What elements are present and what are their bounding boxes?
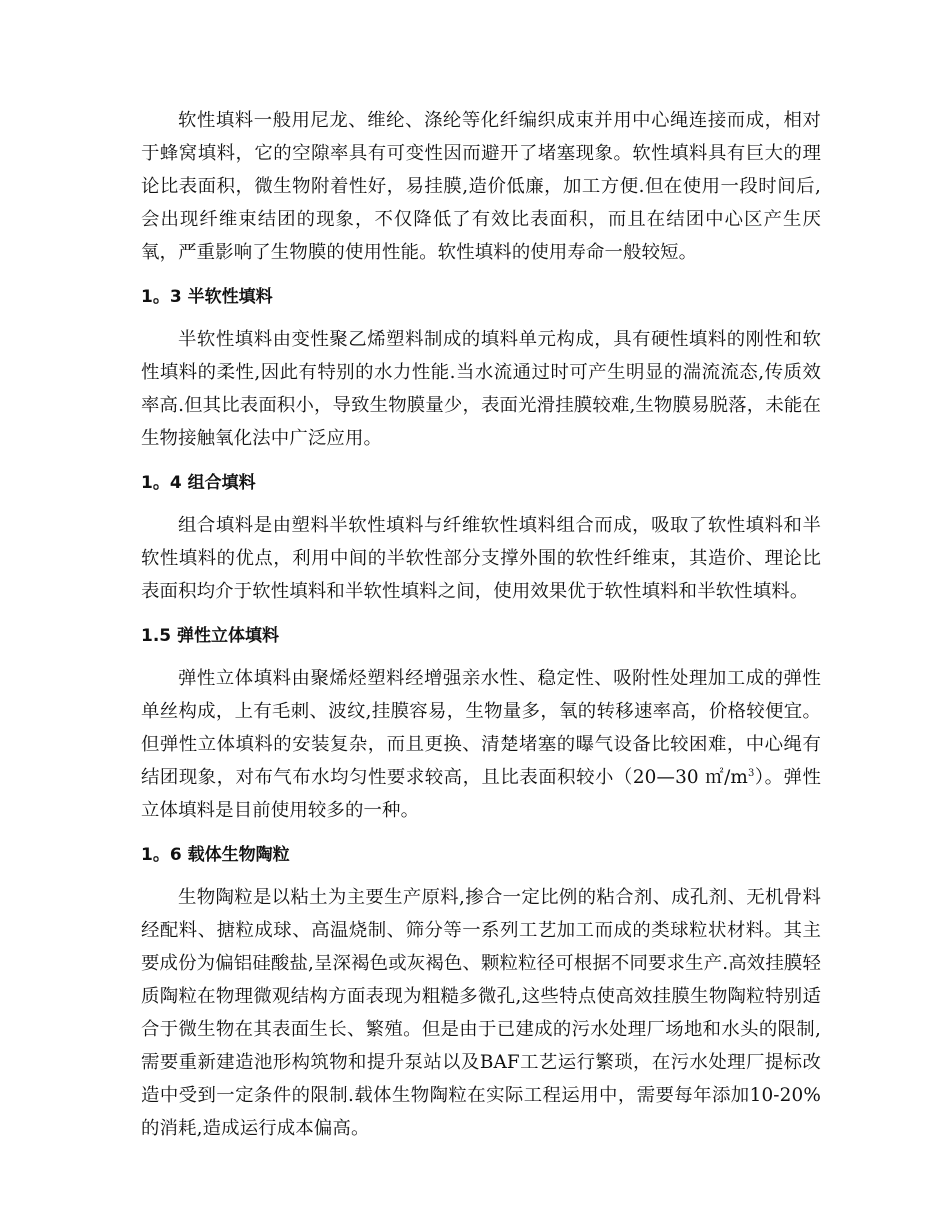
paragraph-ceramsite-carrier: 生物陶粒是以粘土为主要生产原料,掺合一定比例的粘合剂、成孔剂、无机骨料经配料、搪粒成球、高温烧制、筛分等一系列工艺加工而成的类球粒状材料。其主要成份为偏铝硅酸盐,呈深褐色或灰褐色、颗粒粒径可根据不同要求生产.高效挂膜轻质陶粒在物理微观结构方面表现为粗糙多微孔,这些特点使高效挂膜生物陶粒特别适合于微生物在其表面生长、繁殖。但是由于已建成的污水处理厂场地和水头的限制,需要重新建造池形构筑物和提升泵站以及BAF工艺运行繁琐，在污水处理厂提标改造中受到一定条件的限制.载体生物陶粒在实际工程运用中，需要每年添加10-20%的消耗,造成运行成本偏高。	[141, 887, 821, 1139]
document-body	[141, 104, 821, 1145]
paragraph-elastic-filler	[141, 662, 821, 827]
heading-semi-soft-filler: 1。3 半软性填料	[141, 287, 273, 307]
paragraph-combined-filler: 组合填料是由塑料半软性填料与纤维软性填料组合而成，吸取了软性填料和半软性填料的优点，利用中间的半软性部分支撑外围的软性纤维束，其造价、理论比表面积均介于软性填料和半软性填料之间，使用效果优于软性填料和半软性填料。	[141, 515, 821, 602]
paragraph-semi-soft-filler: 半软性填料由变性聚乙烯塑料制成的填料单元构成，具有硬性填料的刚性和软性填料的柔性,因此有特别的水力性能.当水流通过时可产生明显的湍流流态,传质效率高.但其比表面积小，导致生物膜量少，表面光滑挂膜较难,生物膜易脱落，未能在生物接触氧化法中广泛应用。	[141, 329, 821, 449]
heading-elastic-filler: 1.5 弹性立体填料	[141, 626, 280, 646]
heading-ceramsite-carrier: 1。6 载体生物陶粒	[141, 845, 290, 865]
paragraph-elastic-filler-part2: ）。弹性立体填料是目前使用较多的一种。	[141, 767, 821, 821]
paragraph-elastic-filler-part1: 弹性立体填料由聚烯烃塑料经增强亲水性、稳定性、吸附性处理加工成的弹性单丝构成，上有毛刺、波纹,挂膜容易，生物量多，氧的转移速率高，价格较便宜。但弹性立体填料的安装复杂，而且更换、清楚堵塞的曝气设备比较困难，中心绳有结团现象，对布气布水均匀性要求较高，且比表面积较小（20—30 ㎡/m	[141, 668, 821, 788]
heading-combined-filler: 1。4 组合填料	[141, 473, 256, 493]
unit-superscript: 3	[748, 768, 755, 779]
paragraph-soft-filler: 软性填料一般用尼龙、维纶、涤纶等化纤编织成束并用中心绳连接而成，相对于蜂窝填料，它的空隙率具有可变性因而避开了堵塞现象。软性填料具有巨大的理论比表面积，微生物附着性好，易挂膜,造价低廉，加工方便.但在使用一段时间后,会出现纤维束结团的现象，不仅降低了有效比表面积，而且在结团中心区产生厌氧，严重影响了生物膜的使用性能。软性填料的使用寿命一般较短。	[141, 110, 821, 263]
